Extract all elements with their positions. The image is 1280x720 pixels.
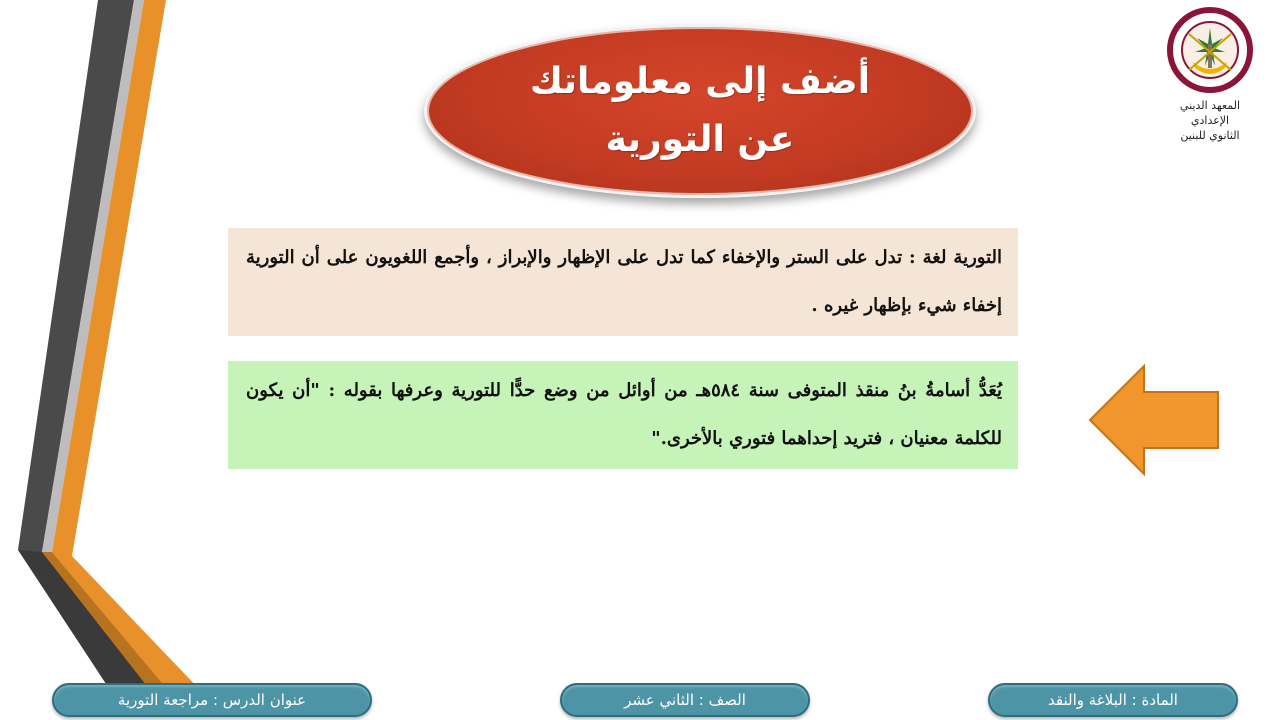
grade-pill xyxy=(560,683,810,717)
grade-label: الصف : الثاني عشر xyxy=(624,691,746,709)
qatar-emblem-icon xyxy=(1165,4,1255,94)
definition-box xyxy=(228,228,1018,336)
title-line-2: عن التورية xyxy=(605,119,795,160)
lesson-title-pill xyxy=(52,683,372,717)
school-name-line-2: الثانوي للبنين xyxy=(1180,129,1240,142)
school-name-line-1: المعهد الديني الإعدادي xyxy=(1179,99,1241,127)
title-banner xyxy=(424,24,976,198)
subject-label: المادة : البلاغة والنقد xyxy=(1048,691,1178,709)
example-box xyxy=(228,361,1018,469)
title-line-1: أضف إلى معلوماتك xyxy=(529,61,871,102)
lesson-title: عنوان الدرس : مراجعة التورية xyxy=(117,691,307,709)
definition-text: التورية لغة : تدل على الستر والإخفاء كما تدل على الإظهار والإبراز ، وأجمع اللغويون على أن التورية إخفاء شيء بإظهار غيره . xyxy=(246,247,1002,316)
school-logo xyxy=(1160,4,1260,140)
example-text: يُعَدُّ أسامةُ بنُ منقذ المتوفى سنة ٥٨٤هـ من أوائل من وضع حدًّا للتورية وعرفها بقوله : "أن يكون للكلمة معنيان ، فتريد إحداهما فتوري بالأخرى." xyxy=(246,380,1003,449)
subject-pill xyxy=(988,683,1238,717)
arrow-left-icon xyxy=(1088,364,1222,476)
